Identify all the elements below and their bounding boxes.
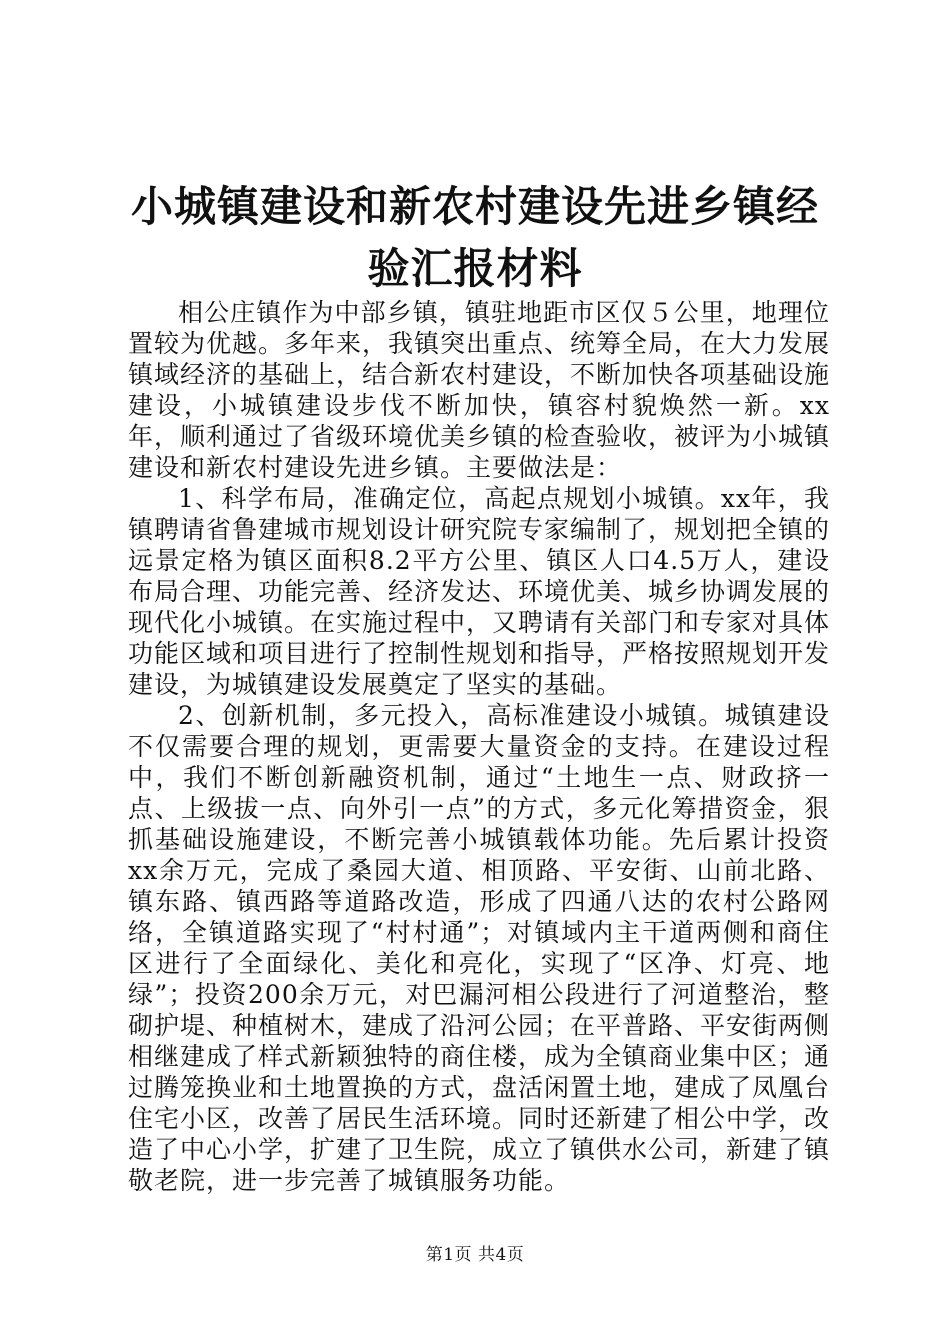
page-footer: 第1页 共4页	[425, 1245, 525, 1265]
paragraph-intro: 相公庄镇作为中部乡镇，镇驻地距市区仅５公里，地理位置较为优越。多年来，我镇突出重点、统筹全局，在大力发展镇域经济的基础上，结合新农村建设，不断加快各项基础设施建设，小城镇建设步伐不断加快，镇容村貌焕然一新。xx年，顺利通过了省级环境优美乡镇的检查验收，被评为小城镇建设和新农村建设先进乡镇。主要做法是：	[128, 298, 831, 482]
paragraph-planning: 1、科学布局，准确定位，高起点规划小城镇。xx年，我镇聘请省鲁建城市规划设计研究院专家编制了，规划把全镇的远景定格为镇区面积8.2平方公里、镇区人口4.5万人，建设布局合理、功能完善、经济发达、环境优美、城乡协调发展的现代化小城镇。在实施过程中，又聘请有关部门和专家对具体功能区域和项目进行了控制性规划和指导，严格按照规划开发建设，为城镇建设发展奠定了坚实的基础。	[128, 484, 831, 699]
paragraph-investment: 2、创新机制，多元投入，高标准建设小城镇。城镇建设不仅需要合理的规划，更需要大量资金的支持。在建设过程中，我们不断创新融资机制，通过“土地生一点、财政挤一点、上级拔一点、向外引一点”的方式，多元化筹措资金，狠抓基础设施建设，不断完善小城镇载体功能。先后累计投资xx余万元，完成了桑园大道、相顶路、平安街、山前北路、镇东路、镇西路等道路改造，形成了四通八达的农村公路网络，全镇道路实现了“村村通”；对镇域内主干道两侧和商住区进行了全面绿化、美化和亮化，实现了“区净、灯亮、地绿”；投资200余万元，对巴漏河相公段进行了河道整治，整砌护堤、种植树木，建成了沿河公园；在平普路、平安街两侧相继建成了样式新颖独特的商住楼，成为全镇商业集中区；通过腾笼换业和土地置换的方式，盘活闲置土地，建成了凤凰台住宅小区，改善了居民生活环境。同时还新建了相公中学，改造了中心小学，扩建了卫生院，成立了镇供水公司，新建了镇敬老院，进一步完善了城镇服务功能。	[128, 701, 831, 1195]
document-title: 小城镇建设和新农村建设先进乡镇经验汇报材料	[130, 182, 819, 293]
document-body	[128, 297, 830, 1196]
